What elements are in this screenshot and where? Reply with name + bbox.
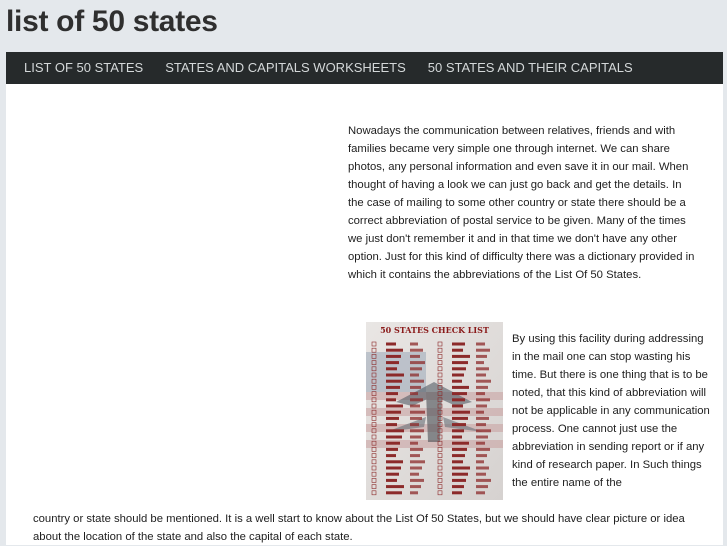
checklist-capital-label — [410, 374, 419, 377]
checklist-state-label — [452, 343, 465, 346]
checklist-state-label — [452, 479, 466, 482]
checklist-state-label — [452, 491, 462, 494]
article-paragraph-1: Nowadays the communication between relatives, friends and with families became very simple one through internet. We can share photos, any personal information and even save it in our mail. When thought of having a look we can just go back and get the details. In the case of mailing to some other country or state there should be a correct abbreviation of postal service to be given. Many of the times we just don't remember it and in that time we don't have any other option. Just for this kind of difficulty there was a dictionary provided in which it contains the abbreviations of the List Of 50 States. — [348, 125, 695, 281]
checklist-capital-label — [410, 436, 421, 439]
checklist-capital-label — [476, 386, 488, 389]
checklist-capital-label — [410, 460, 425, 463]
checklist-capital-label — [410, 423, 419, 426]
checklist-state-label — [386, 349, 403, 352]
checklist-capital-label — [476, 398, 490, 401]
nav-item-states-and-capitals-worksheets[interactable]: STATES AND CAPITALS WORKSHEETS — [165, 60, 406, 75]
checklist-state-label — [452, 380, 462, 383]
checklist-capital-label — [476, 479, 491, 482]
checklist-state-label — [452, 473, 468, 476]
checklist-state-label — [386, 398, 396, 401]
checklist-capital-label — [476, 460, 484, 463]
checklist-capital-label — [476, 355, 487, 358]
checklist-state-label — [452, 448, 467, 451]
checklist-capital-label — [476, 429, 491, 432]
checklist-state-label — [452, 454, 465, 457]
checklist-capital-label — [476, 467, 489, 470]
checklist-state-label — [386, 343, 396, 346]
checklist-state-label — [452, 460, 463, 463]
nav-item-50-states-and-their-capitals[interactable]: 50 STATES AND THEIR CAPITALS — [427, 60, 633, 75]
checklist-state-label — [452, 355, 470, 358]
checklist-capital-label — [410, 349, 423, 352]
checklist-capital-label — [476, 380, 491, 383]
checklist-state-label — [452, 349, 463, 352]
checklist-capital-label — [476, 405, 487, 408]
checklist-state-label — [386, 448, 398, 451]
checklist-capital-label — [476, 392, 485, 395]
checklist-capital-label — [476, 361, 484, 364]
checklist-state-label — [452, 367, 466, 370]
checklist-capital-label — [410, 361, 425, 364]
checklist-state-label — [452, 374, 464, 377]
checklist-capital-label — [476, 411, 484, 414]
checklist-state-label — [386, 361, 399, 364]
checklist-capital-label — [476, 374, 486, 377]
checklist-capital-label — [476, 442, 485, 445]
checklist-state-label — [386, 380, 402, 383]
checklist-state-label — [452, 442, 469, 445]
checklist-state-label — [386, 423, 397, 426]
checklist-state-label — [386, 367, 397, 370]
nav-item-list-of-50-states[interactable]: LIST OF 50 STATES — [24, 60, 144, 75]
checklist-capital-label — [410, 479, 424, 482]
checklist-state-label — [386, 355, 401, 358]
checklist-capital-label — [476, 448, 490, 451]
checklist-illustration — [366, 322, 503, 500]
checklist-capital-label — [476, 423, 486, 426]
checklist-state-label — [386, 491, 402, 494]
checklist-state-label — [452, 386, 469, 389]
checklist-capital-label — [410, 367, 422, 370]
checklist-capital-label — [410, 380, 424, 383]
checklist-state-label — [452, 429, 464, 432]
checklist-state-label — [452, 423, 466, 426]
checklist-state-label — [452, 405, 463, 408]
checklist-state-label — [386, 392, 398, 395]
checklist-state-label — [386, 473, 399, 476]
checklist-state-label — [452, 417, 468, 420]
checklist-capital-label — [410, 448, 423, 451]
checklist-state-label — [386, 386, 400, 389]
checklist-capital-label — [410, 442, 418, 445]
checklist-state-label — [386, 460, 403, 463]
checklist-state-label — [452, 411, 470, 414]
state-checklist-image — [366, 322, 503, 500]
checklist-capital-label — [410, 411, 425, 414]
checklist-heading: 50 STATES CHECK LIST — [380, 325, 489, 335]
checklist-state-label — [386, 411, 401, 414]
checklist-capital-label — [476, 343, 485, 346]
checklist-state-label — [386, 454, 396, 457]
checklist-capital-label — [410, 417, 422, 420]
checklist-state-label — [386, 429, 404, 432]
checklist-state-label — [452, 485, 464, 488]
checklist-state-label — [386, 467, 401, 470]
checklist-state-label — [452, 467, 470, 470]
checklist-state-label — [452, 361, 468, 364]
checklist-capital-label — [476, 349, 490, 352]
checklist-state-label — [452, 392, 467, 395]
checklist-state-label — [386, 485, 404, 488]
checklist-capital-label — [410, 485, 421, 488]
checklist-capital-label — [476, 491, 485, 494]
checklist-capital-label — [410, 386, 421, 389]
checklist-state-label — [386, 436, 402, 439]
site-title[interactable]: list of 50 states — [6, 5, 218, 38]
checklist-capital-label — [410, 405, 420, 408]
content-area — [6, 84, 723, 545]
checklist-capital-label — [410, 454, 420, 457]
checklist-state-label — [386, 417, 399, 420]
checklist-state-label — [386, 374, 404, 377]
checklist-capital-label — [476, 485, 488, 488]
checklist-capital-label — [410, 429, 424, 432]
checklist-capital-label — [410, 491, 418, 494]
checklist-capital-label — [410, 355, 420, 358]
checklist-state-label — [452, 398, 465, 401]
checklist-capital-label — [476, 417, 489, 420]
checklist-capital-label — [476, 367, 489, 370]
checklist-state-label — [452, 436, 462, 439]
main-navigation — [6, 52, 723, 84]
checklist-capital-label — [410, 398, 423, 401]
checklist-capital-label — [410, 473, 419, 476]
article-paragraph-2: By using this facility during addressing in the mail one can stop wasting his time. But there is one thing that is to be noted, that this kind of abbreviation will not be applicable in any communication process. One cannot just use the abbreviation in sending report or if any kind of research paper. In Such things the entire name of the — [512, 333, 710, 489]
checklist-capital-label — [476, 436, 488, 439]
checklist-capital-label — [410, 343, 418, 346]
checklist-state-label — [386, 479, 397, 482]
checklist-capital-label — [410, 467, 422, 470]
checklist-capital-label — [476, 454, 487, 457]
checklist-capital-label — [410, 392, 418, 395]
checklist-state-label — [386, 442, 400, 445]
checklist-capital-label — [476, 473, 486, 476]
article-paragraph-3: country or state should be mentioned. It is a well start to know about the List Of 50 States, but we should have clear picture or idea about the location of the state and also the capital of each state. — [33, 513, 685, 543]
checklist-state-label — [386, 405, 403, 408]
